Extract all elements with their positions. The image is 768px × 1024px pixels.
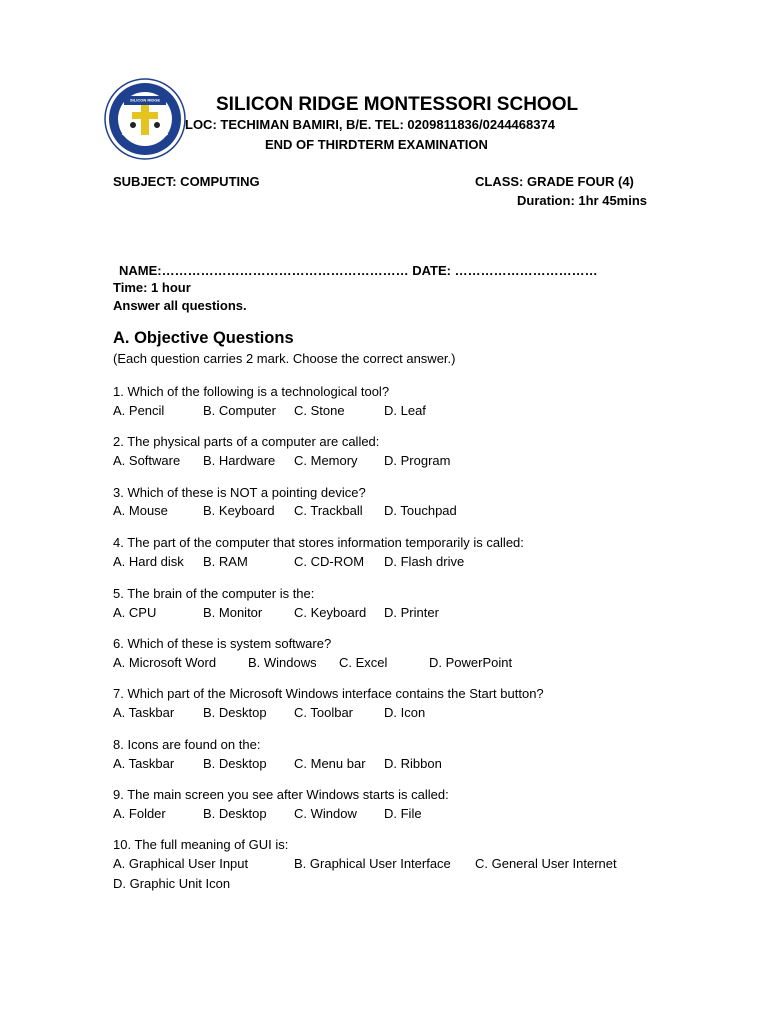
option-c: C. Keyboard bbox=[294, 605, 367, 620]
question-text: 7. Which part of the Microsoft Windows interface contains the Start button? bbox=[113, 686, 544, 701]
question-text: 2. The physical parts of a computer are called: bbox=[113, 434, 380, 449]
option-c: C. Stone bbox=[294, 403, 345, 418]
option-b: B. Keyboard bbox=[203, 503, 275, 518]
option-d: D. Graphic Unit Icon bbox=[113, 876, 231, 891]
question-text: 5. The brain of the computer is the: bbox=[113, 586, 315, 601]
option-c: C. General User Internet bbox=[475, 856, 617, 871]
option-d: D. Printer bbox=[384, 605, 439, 620]
option-c: C. Toolbar bbox=[294, 705, 354, 720]
option-c: C. CD-ROM bbox=[294, 554, 365, 569]
option-a: A. CPU bbox=[113, 605, 157, 620]
option-d: D. PowerPoint bbox=[429, 655, 513, 670]
instruction: Answer all questions. bbox=[113, 298, 247, 313]
duration-label: Duration: 1hr 45mins bbox=[517, 193, 648, 208]
question-text: 1. Which of the following is a technological tool? bbox=[113, 384, 390, 399]
option-c: C. Trackball bbox=[294, 503, 363, 518]
option-b: B. Windows bbox=[248, 655, 317, 670]
option-a: A. Software bbox=[113, 453, 181, 468]
time-label: Time: 1 hour bbox=[113, 280, 191, 295]
option-a: A. Mouse bbox=[113, 503, 168, 518]
option-b: B. Desktop bbox=[203, 705, 267, 720]
option-a: A. Taskbar bbox=[113, 756, 175, 771]
option-d: D. Ribbon bbox=[384, 756, 442, 771]
subject-label: SUBJECT: COMPUTING bbox=[113, 174, 260, 189]
option-d: D. Icon bbox=[384, 705, 426, 720]
section-title: A. Objective Questions bbox=[113, 329, 294, 347]
question-text: 8. Icons are found on the: bbox=[113, 737, 261, 752]
school-name: SILICON RIDGE MONTESSORI SCHOOL bbox=[216, 94, 579, 115]
class-label: CLASS: GRADE FOUR (4) bbox=[475, 174, 634, 189]
question-text: 9. The main screen you see after Windows starts is called: bbox=[113, 787, 449, 802]
option-a: A. Folder bbox=[113, 806, 166, 821]
option-b: B. Monitor bbox=[203, 605, 263, 620]
option-a: A. Hard disk bbox=[113, 554, 184, 569]
logo-text: SILICON RIDGE bbox=[129, 97, 161, 103]
option-d: D. Flash drive bbox=[384, 554, 465, 569]
option-c: C. Excel bbox=[339, 655, 388, 670]
option-d: D. Program bbox=[384, 453, 451, 468]
option-a: A. Microsoft Word bbox=[113, 655, 217, 670]
option-c: C. Memory bbox=[294, 453, 358, 468]
option-b: B. Desktop bbox=[203, 806, 267, 821]
name-date-line: NAME:………………………………………………… DATE: …………………………… bbox=[119, 263, 598, 278]
question-text: 4. The part of the computer that stores information temporarily is called: bbox=[113, 535, 524, 550]
exam-title: END OF THIRDTERM EXAMINATION bbox=[265, 137, 488, 152]
option-c: C. Menu bar bbox=[294, 756, 366, 771]
option-d: D. Leaf bbox=[384, 403, 426, 418]
option-b: B. Computer bbox=[203, 403, 276, 418]
question-text: 10. The full meaning of GUI is: bbox=[113, 837, 289, 852]
school-logo bbox=[104, 78, 186, 160]
question-text: 3. Which of these is NOT a pointing device? bbox=[113, 485, 366, 500]
section-note: (Each question carries 2 mark. Choose the correct answer.) bbox=[113, 351, 456, 366]
question-text: 6. Which of these is system software? bbox=[113, 636, 332, 651]
option-b: B. Hardware bbox=[203, 453, 276, 468]
option-c: C. Window bbox=[294, 806, 357, 821]
option-d: D. Touchpad bbox=[384, 503, 457, 518]
option-d: D. File bbox=[384, 806, 422, 821]
school-location: LOC: TECHIMAN BAMIRI, B/E. TEL: 0209811836/0244468374 bbox=[185, 117, 555, 132]
option-b: B. Graphical User Interface bbox=[294, 856, 451, 871]
option-a: A. Taskbar bbox=[113, 705, 175, 720]
option-a: A. Pencil bbox=[113, 403, 165, 418]
option-b: B. Desktop bbox=[203, 756, 267, 771]
option-b: B. RAM bbox=[203, 554, 248, 569]
option-a: A. Graphical User Input bbox=[113, 856, 249, 871]
